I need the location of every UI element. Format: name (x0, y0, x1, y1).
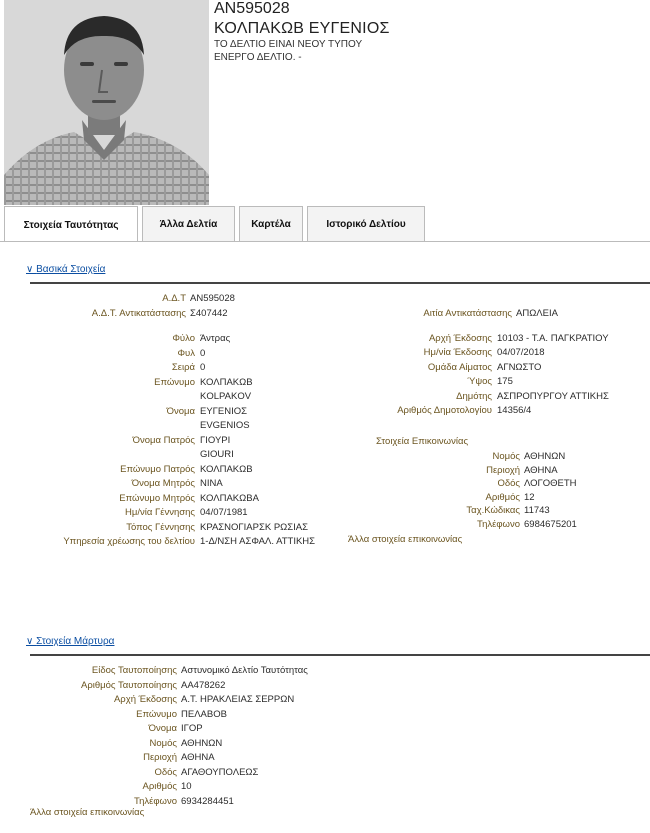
personal-field-value: Άντρας (200, 333, 231, 344)
personal-field-value: ΕΥΓΕΝΙΟΣ (200, 405, 248, 417)
personal-field-value: ΚΟΛΠΑΚΩΒ (200, 463, 253, 475)
witness-field-value: Αστυνομικό Δελτίο Ταυτότητας (181, 665, 308, 676)
issuance-field-value: ΑΓΝΩΣΤΟ (497, 361, 542, 373)
personal-field-value: 04/07/1981 (200, 507, 248, 518)
contact-info-heading: Στοιχεία Επικοινωνίας (376, 436, 469, 447)
witness-field-value: 6934284451 (181, 795, 234, 807)
personal-field-value: ΚΡΑΣΝΟΓΙΑΡΣΚ ΡΩΣΙΑΣ (200, 521, 308, 533)
header-text (214, 0, 390, 64)
collapse-chevron-icon: ∨ (26, 264, 37, 275)
witness-section-rule (30, 654, 650, 656)
contact-field-value: 6984675201 (524, 518, 577, 530)
contact-field-value: 12 (524, 491, 535, 503)
personal-field-value: ΓΙΟΥΡΙ (200, 434, 231, 446)
contact-field-value: ΑΘΗΝΩΝ (524, 451, 566, 462)
witness-section-toggle[interactable]: ∨ Στοιχεία Μάρτυρα (26, 636, 115, 647)
personal-field-value: ΚΟΛΠΑΚΩΒΑ (200, 492, 259, 504)
basic-section-toggle[interactable]: ∨ Βασικά Στοιχεία (26, 264, 106, 275)
issuance-field-value: 10103 - Τ.Α. ΠΑΓΚΡΑΤΙΟΥ (497, 333, 609, 344)
personal-field-value: 0 (200, 347, 206, 359)
basic-section-rule (30, 282, 650, 284)
witness-field-value: AA478262 (181, 679, 226, 691)
personal-field-value: 0 (200, 362, 206, 373)
witness-other-contact-label: Άλλα στοιχεία επικοινωνίας (30, 807, 145, 818)
identity-panel: ∨ Βασικά Στοιχεία Α.Δ.Τ AN595028 Α.Δ.Τ. Αντικατάστασης Σ407442 Αιτία Αντικατάστασης ΑΠΩΛΕΙΑ Φύλο Άντρας Φυλ 0 Σειρά 0 Επώνυμο ΚΟΛΠΑΚΩΒ KOLPAKOV Όνομα ΕΥΓΕΝΙΟΣ EVGENIOS Όνομα Πατρός ΓΙΟΥΡΙ GIOURI Επώνυμο Πατρός ΚΟΛΠΑΚΩΒ Όνομα Μητρός ΝΙΝΑ Επώνυμο Μητρός ΚΟΛΠΑΚΩΒΑ Ημ/νία Γέννησης 04/07/1981 Τόπος Γέννησης ΚΡΑΣΝΟΓΙΑΡΣΚ ΡΩΣΙΑΣ Υπηρεσία χρέωσης του δελτίου 1-Δ/ΝΣΗ ΑΣΦΑΛ. ΑΤΤΙΚΗΣ Αρχή Έκδοσης 10103 - Τ.Α. ΠΑΓΚΡΑΤΙΟΥ Ημ/νία Έκδοσης 04/07/2018 Ομάδα Αίματος ΑΓΝΩΣΤΟ Ύψος 175 Δημότης ΑΣΠΡΟΠΥΡΓΟΥ ΑΤΤΙΚΗΣ Αριθμός Δημοτολογίου 14356/4 Στοιχεία Επικοινωνίας Νομός ΑΘΗΝΩΝ Περιοχή ΑΘΗΝΑ Οδός ΛΟΓΟΘΕΤΗ Αριθμός 12 Ταχ.Κώδικας 11743 Τηλέφωνο 6984675201 Άλλα στοιχεία επικοινωνίας ∨ Στοιχεία Μάρτυρα Είδος Ταυτοποίησης Αστυνομικό Δελτίο Ταυτότητας Αριθμός Ταυτοποίησης AA478262 Αρχή Έκδοσης Α.Τ. ΗΡΑΚΛΕΙΑΣ ΣΕΡΡΩΝ Επώνυμο ΠΕΛΑΒΟΒ Όνομα ΙΓΟΡ Νομός ΑΘΗΝΩΝ Περιοχή ΑΘΗΝΑ Οδός ΑΓΑΘΟΥΠΟΛΕΩΣ Αριθμός 10 Τηλέφωνο 6934284451 Άλλα στοιχεία επικοινωνίας (4, 242, 650, 833)
witness-field-value: ΑΘΗΝΑ (181, 752, 215, 763)
tab-identity-details[interactable]: Στοιχεία Ταυτότητας (4, 206, 138, 243)
card-id: AN595028 (214, 0, 290, 17)
value-replacement-reason: ΑΠΩΛΕΙΑ (516, 308, 558, 319)
witness-field-value: ΙΓΟΡ (181, 723, 203, 734)
personal-field-value: 1-Δ/ΝΣΗ ΑΣΦΑΛ. ΑΤΤΙΚΗΣ (200, 536, 316, 547)
card-type-note: ΤΟ ΔΕΛΤΙΟ ΕΙΝΑΙ ΝΕΟΥ ΤΥΠΟΥ (214, 39, 363, 50)
person-name: ΚΟΛΠΑΚΩΒ ΕΥΓΕΝΙΟΣ (214, 20, 390, 37)
other-contact-info-label: Άλλα στοιχεία επικοινωνίας (348, 534, 463, 545)
collapse-chevron-icon: ∨ (26, 636, 37, 647)
issuance-field-value: 04/07/2018 (497, 347, 545, 359)
value-adt-replacement: Σ407442 (190, 308, 228, 319)
witness-field-value: 10 (181, 781, 192, 792)
witness-field-value: ΑΓΑΘΟΥΠΟΛΕΩΣ (181, 766, 259, 778)
value-adt: AN595028 (190, 293, 235, 304)
contact-field-value: 11743 (524, 505, 550, 516)
portrait-image (4, 0, 209, 205)
witness-field-value: ΑΘΗΝΩΝ (181, 737, 223, 749)
tab-other-cards[interactable]: Άλλα Δελτία (142, 206, 235, 241)
issuance-field-value: 14356/4 (497, 405, 532, 416)
personal-field-value: GIOURI (200, 449, 234, 460)
tab-card-history[interactable]: Ιστορικό Δελτίου (307, 206, 425, 241)
personal-field-value: ΝΙΝΑ (200, 478, 223, 489)
personal-field-value: ΚΟΛΠΑΚΩΒ (200, 376, 253, 388)
contact-field-value: ΑΘΗΝΑ (524, 464, 558, 476)
person-photo (4, 0, 209, 205)
tab-record[interactable]: Καρτέλα (239, 206, 303, 241)
witness-field-value: ΠΕΛΑΒΟΒ (181, 708, 227, 720)
contact-field-value: ΛΟΓΟΘΕΤΗ (524, 478, 577, 489)
tab-bar (4, 206, 429, 241)
personal-field-value: EVGENIOS (200, 420, 250, 431)
witness-field-value: Α.Τ. ΗΡΑΚΛΕΙΑΣ ΣΕΡΡΩΝ (181, 694, 295, 705)
header (0, 0, 650, 210)
card-status-note: ΕΝΕΡΓΟ ΔΕΛΤΙΟ. - (214, 52, 302, 63)
personal-field-value: KOLPAKOV (200, 391, 252, 402)
issuance-field-value: ΑΣΠΡΟΠΥΡΓΟΥ ΑΤΤΙΚΗΣ (497, 390, 609, 402)
issuance-field-value: 175 (497, 376, 513, 388)
